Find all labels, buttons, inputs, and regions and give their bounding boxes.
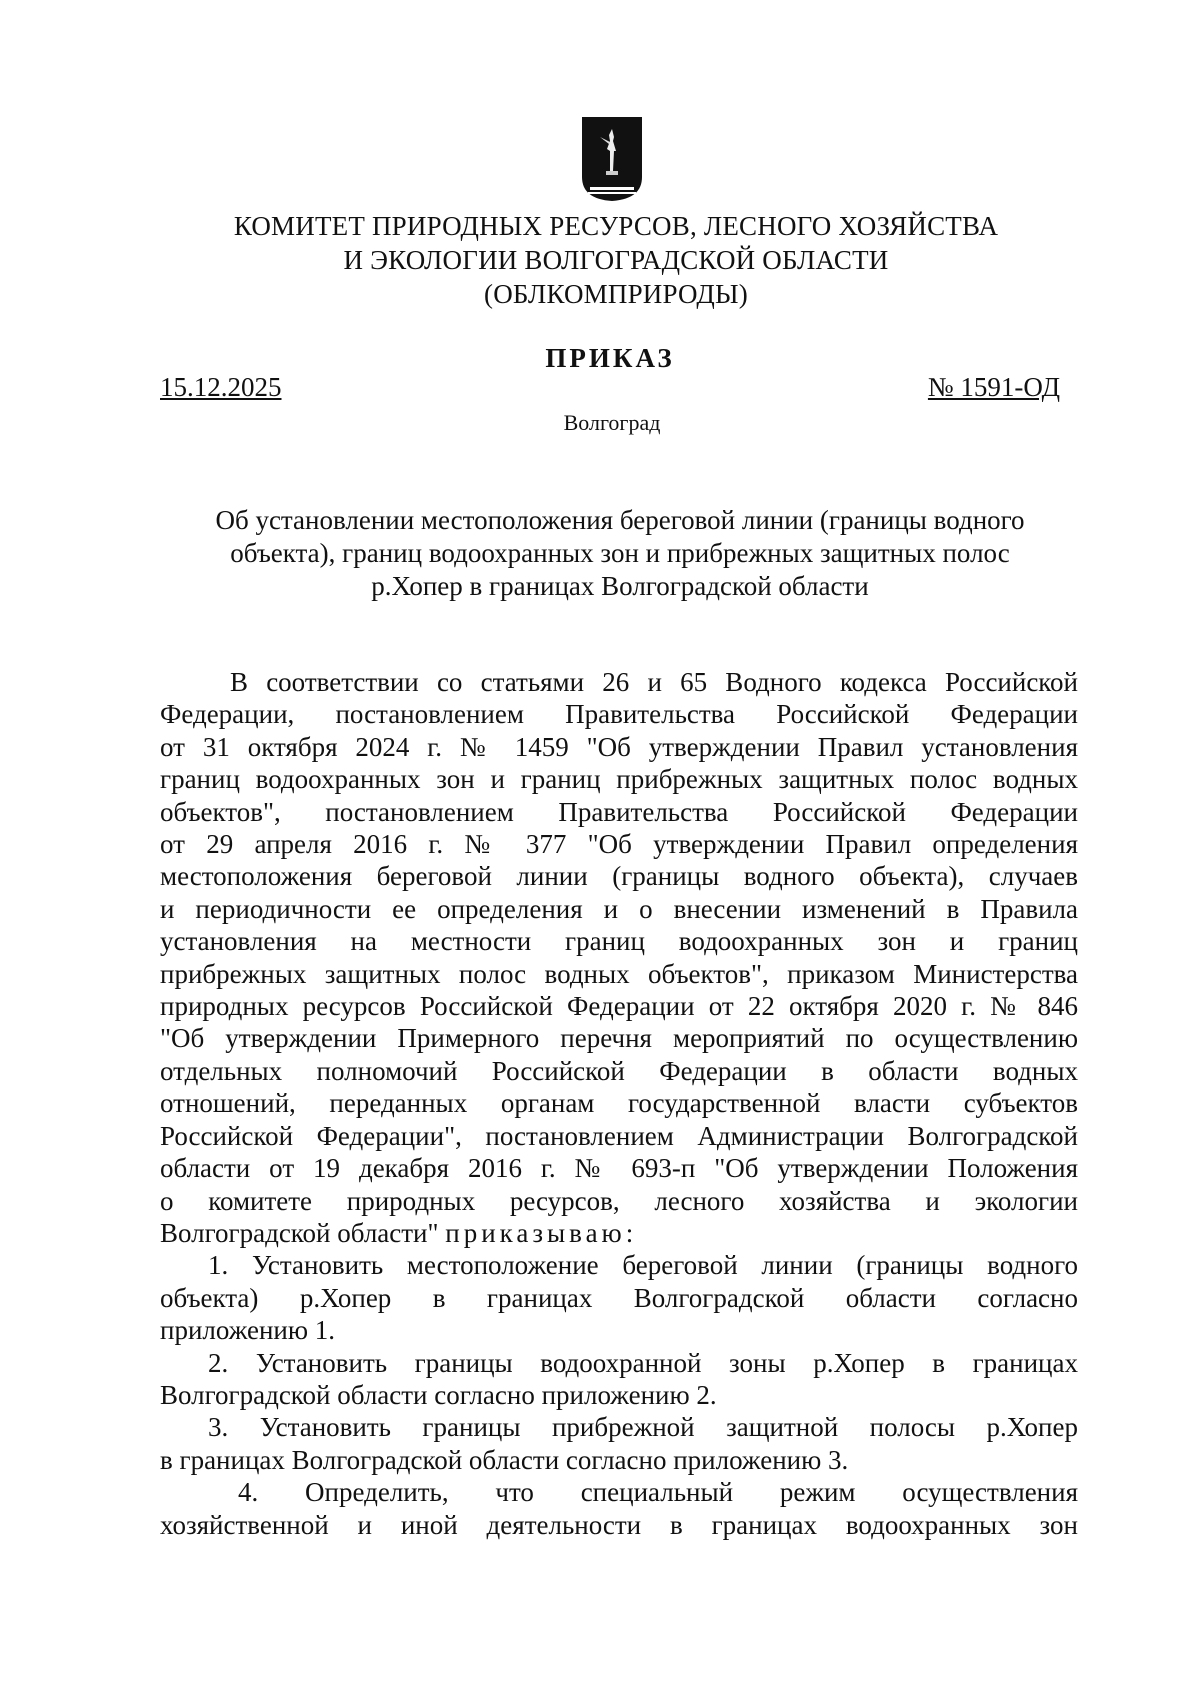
body-line-text: Волгоградской области" bbox=[160, 1217, 439, 1248]
subject-line: объекта), границ водоохранных зон и прибрежных защитных полос bbox=[230, 538, 1010, 568]
order-directive-word: приказываю: bbox=[445, 1217, 638, 1248]
body-line: "Об утверждении Примерного перечня мероприятий по осуществлению bbox=[160, 1023, 1078, 1054]
order-title: ПРИКАЗ bbox=[545, 343, 675, 373]
body-line: приложению 1. bbox=[160, 1315, 336, 1346]
body-line: и периодичности ее определения и о внесении изменений в Правила bbox=[160, 893, 1078, 924]
body-line: прибрежных защитных полос водных объектов", приказом Министерства bbox=[160, 958, 1078, 989]
body-line: отдельных полномочий Российской Федерации в области водных bbox=[160, 1055, 1078, 1086]
body-line: Российской Федерации", постановлением Администрации Волгоградской bbox=[160, 1120, 1078, 1151]
body-line: области от 19 декабря 2016 г. № 693-п "Об утверждении Положения bbox=[160, 1153, 1078, 1184]
body-line: 4. Определить, что специальный режим осуществления bbox=[238, 1477, 1078, 1508]
body-line: отношений, переданных органам государственной власти субъектов bbox=[160, 1088, 1078, 1119]
body-line: установления на местности границ водоохранных зон и границ bbox=[160, 926, 1078, 957]
body-line: 1. Установить местоположение береговой линии (границы водного bbox=[208, 1250, 1078, 1281]
body-line: 3. Установить границы прибрежной защитной полосы р.Хопер bbox=[208, 1412, 1078, 1443]
body-line: Федерации, постановлением Правительства Российской Федерации bbox=[160, 699, 1078, 730]
body-line: 2. Установить границы водоохранной зоны р.Хопер в границах bbox=[208, 1347, 1078, 1378]
body-line: природных ресурсов Российской Федерации от 22 октября 2020 г. № 846 bbox=[160, 991, 1078, 1022]
order-date: 15.12.2025 bbox=[160, 372, 282, 402]
body-line: о комитете природных ресурсов, лесного хозяйства и экологии bbox=[160, 1185, 1078, 1216]
body-line: в границах Волгоградской области согласно приложению 3. bbox=[160, 1444, 849, 1475]
order-body bbox=[160, 666, 1078, 1541]
body-line: от 31 октября 2024 г. № 1459 "Об утверждении Правил установления bbox=[160, 731, 1078, 762]
subject-line: Об установлении местоположения береговой линии (границы водного bbox=[215, 505, 1025, 535]
organization-name-line-1: КОМИТЕТ ПРИРОДНЫХ РЕСУРСОВ, ЛЕСНОГО ХОЗЯЙСТВА bbox=[233, 211, 999, 241]
subject-line: р.Хопер в границах Волгоградской области bbox=[371, 571, 869, 601]
organization-abbreviation: (ОБЛКОМПРИРОДЫ) bbox=[484, 279, 748, 309]
body-line: В соответствии со статьями 26 и 65 Водного кодекса Российской bbox=[230, 667, 1078, 697]
volgograd-coat-of-arms-icon bbox=[580, 115, 644, 203]
body-line: местоположения береговой линии (границы водного объекта), случаев bbox=[160, 861, 1078, 892]
order-city: Волгоград bbox=[563, 410, 661, 435]
body-line: границ водоохранных зон и границ прибрежных защитных полос водных bbox=[160, 764, 1078, 795]
organization-name-line-2: И ЭКОЛОГИИ ВОЛГОГРАДСКОЙ ОБЛАСТИ bbox=[343, 245, 889, 275]
body-line: объектов", постановлением Правительства Российской Федерации bbox=[160, 796, 1078, 827]
body-line: хозяйственной и иной деятельности в границах водоохранных зон bbox=[160, 1509, 1078, 1540]
order-number: № 1591-ОД bbox=[927, 372, 1060, 402]
body-line bbox=[160, 1217, 1078, 1249]
body-line: объекта) р.Хопер в границах Волгоградской области согласно bbox=[160, 1282, 1078, 1313]
body-line: Волгоградской области согласно приложению 2. bbox=[160, 1379, 717, 1410]
order-subject bbox=[160, 504, 1080, 603]
body-line: от 29 апреля 2016 г. № 377 "Об утверждении Правил определения bbox=[160, 829, 1078, 860]
